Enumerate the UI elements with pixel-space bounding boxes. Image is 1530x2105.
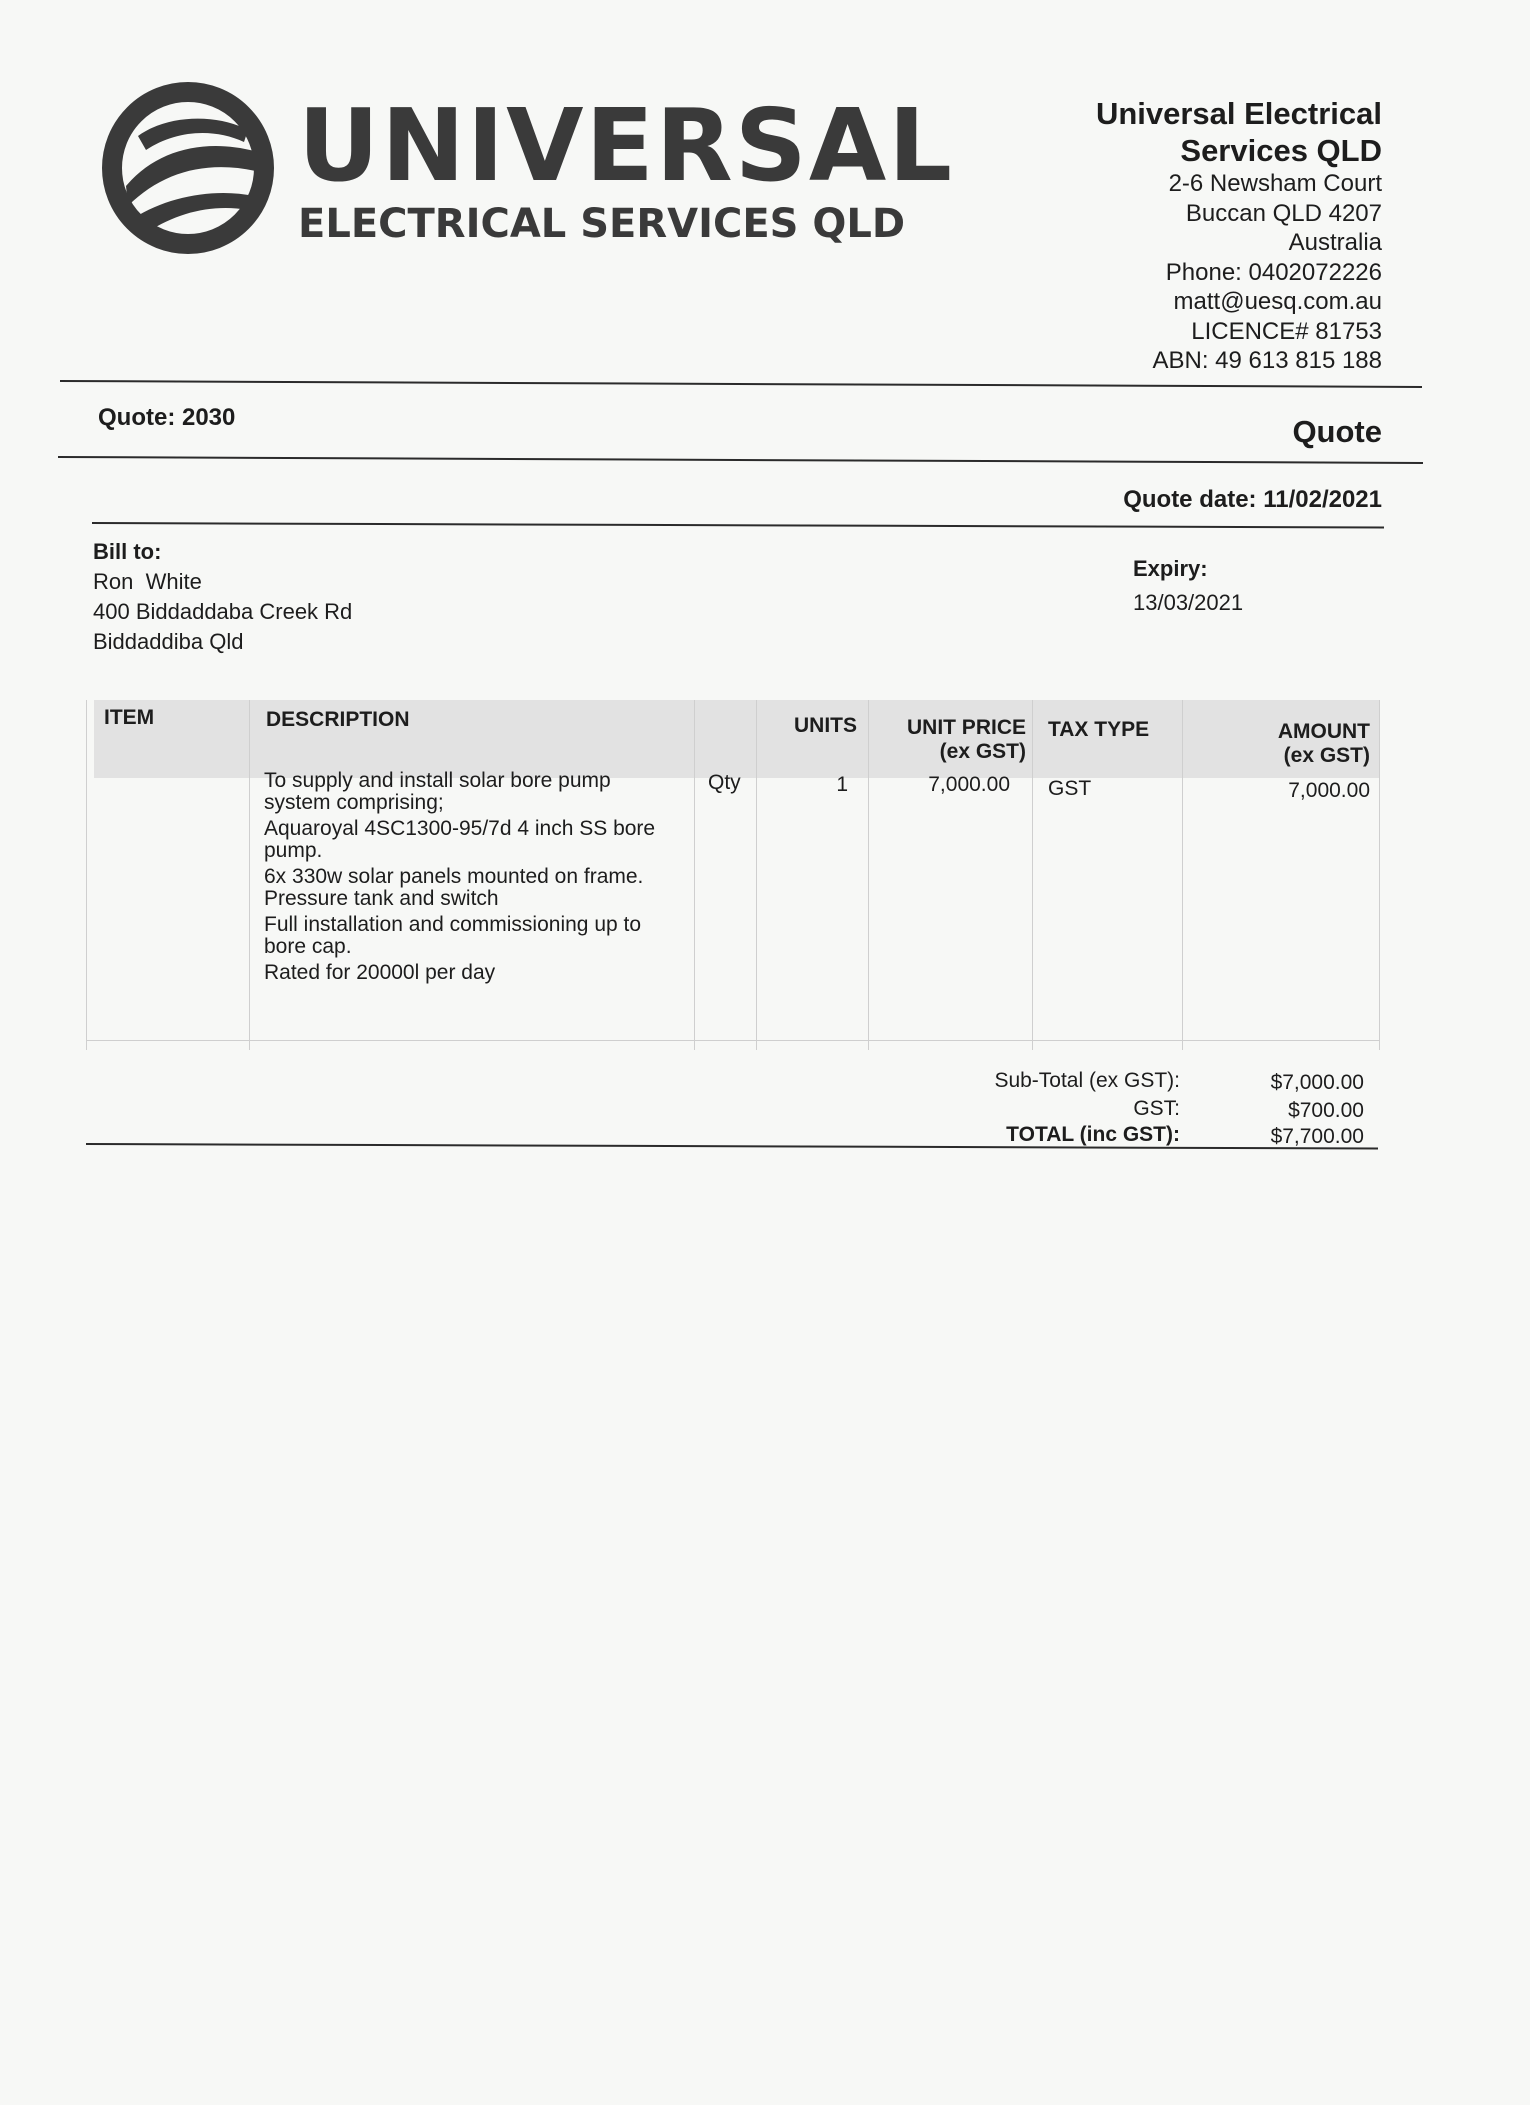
header-unit-price-line1: UNIT PRICE xyxy=(906,716,1026,739)
company-info xyxy=(1096,95,1382,376)
gst-value: $700.00 xyxy=(1288,1099,1364,1122)
column-divider xyxy=(868,700,869,1050)
header-tax-type: TAX TYPE xyxy=(1048,718,1150,741)
company-address1: 2-6 Newsham Court xyxy=(1168,170,1382,197)
logo-text-line1: UNIVERSAL xyxy=(298,87,954,204)
company-abn: ABN: 49 613 815 188 xyxy=(1152,347,1382,374)
row-tax-type: GST xyxy=(1048,777,1092,800)
divider xyxy=(60,380,1422,388)
expiry-label: Expiry: xyxy=(1133,556,1208,581)
subtotal-label: Sub-Total (ex GST): xyxy=(994,1069,1180,1092)
header-amount-line1: AMOUNT xyxy=(1277,720,1370,743)
company-phone: Phone: 0402072226 xyxy=(1165,258,1382,286)
company-logo xyxy=(98,78,954,258)
description-line: pump. xyxy=(264,839,323,862)
company-name-line2: Services QLD xyxy=(1180,133,1382,168)
description-line: Full installation and commissioning up to xyxy=(264,913,642,936)
bill-to-name: Ron White xyxy=(93,569,202,594)
divider xyxy=(58,456,1423,464)
document-title: Quote xyxy=(1292,414,1382,449)
column-divider xyxy=(1182,700,1183,1050)
company-address2: Buccan QLD 4207 xyxy=(1185,199,1382,227)
divider xyxy=(86,1143,1378,1150)
header-description: DESCRIPTION xyxy=(266,708,410,731)
company-email: matt@uesq.com.au xyxy=(1173,288,1382,315)
expiry-date: 13/03/2021 xyxy=(1133,590,1244,615)
gst-label: GST: xyxy=(1133,1097,1180,1120)
line-items-table xyxy=(86,700,1380,1050)
globe-logo-icon xyxy=(98,78,278,258)
row-description xyxy=(264,770,694,984)
column-divider xyxy=(249,700,250,1050)
header-amount xyxy=(1196,720,1370,768)
company-name-line1: Universal Electrical xyxy=(1095,96,1382,131)
description-line: 6x 330w solar panels mounted on frame. xyxy=(264,865,644,888)
logo-wordmark xyxy=(298,87,954,247)
description-line: To supply and install solar bore pump xyxy=(264,769,611,792)
table-bottom-line xyxy=(86,1040,1380,1041)
column-divider xyxy=(756,700,757,1050)
logo-text-line2: ELECTRICAL SERVICES QLD xyxy=(298,201,906,247)
header-unit-price xyxy=(874,716,1026,764)
bill-to-address1: 400 Biddaddaba Creek Rd xyxy=(93,599,353,624)
total-value: $7,700.00 xyxy=(1270,1125,1364,1148)
subtotal-value: $7,000.00 xyxy=(1270,1071,1364,1094)
row-amount: 7,000.00 xyxy=(1288,779,1370,802)
column-divider xyxy=(1379,700,1380,1050)
header-unit-price-line2: (ex GST) xyxy=(939,740,1026,763)
divider xyxy=(92,522,1384,529)
column-divider xyxy=(1032,700,1033,1050)
description-line: bore cap. xyxy=(264,935,352,958)
quote-date: Quote date: 11/02/2021 xyxy=(1123,486,1382,513)
bill-to xyxy=(93,537,352,657)
quote-number: Quote: 2030 xyxy=(98,404,236,431)
row-unit-price: 7,000.00 xyxy=(928,773,1010,796)
description-line: Rated for 20000l per day xyxy=(264,961,496,984)
company-country: Australia xyxy=(1288,229,1382,256)
company-licence: LICENCE# 81753 xyxy=(1191,317,1382,345)
header-amount-line2: (ex GST) xyxy=(1283,744,1370,767)
description-line: Pressure tank and switch xyxy=(264,887,499,910)
row-unit-label: Qty xyxy=(708,771,741,794)
header-units: UNITS xyxy=(794,714,857,737)
total-label: TOTAL (inc GST): xyxy=(1006,1123,1180,1146)
expiry xyxy=(1133,552,1243,620)
column-divider xyxy=(694,700,695,1050)
description-line: system comprising; xyxy=(264,791,444,814)
bill-to-address2: Biddaddiba Qld xyxy=(93,629,244,654)
header-item: ITEM xyxy=(104,706,155,729)
description-line: Aquaroyal 4SC1300-95/7d 4 inch SS bore xyxy=(264,817,656,840)
bill-to-label: Bill to: xyxy=(93,539,162,564)
row-units: 1 xyxy=(836,773,848,796)
column-divider xyxy=(86,700,87,1050)
